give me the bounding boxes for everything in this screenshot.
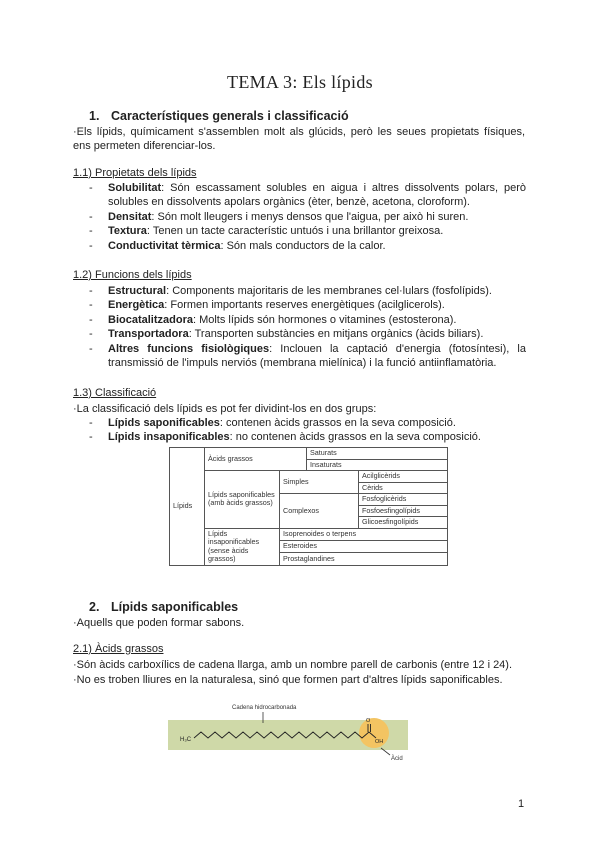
table-cell: Àcids grassos xyxy=(205,448,307,471)
section-1-heading xyxy=(89,109,349,123)
methyl-label: H₃C xyxy=(180,737,192,743)
table-cell: Prostaglandines xyxy=(280,553,448,565)
document-title: TEMA 3: Els lípids xyxy=(227,72,373,92)
properties-list xyxy=(89,181,526,253)
section-1-intro: ·Els lípids, químicament s'assemblen molt als glúcids, però les seues propietats físiques, ens permeten diferenciar-los. xyxy=(73,126,525,152)
list-item: - Lípids insaponificables: no contenen àcids grassos en la seva composició. xyxy=(89,431,481,444)
functions-list xyxy=(89,284,526,370)
list-item: - Solubilitat: Són escassament solubles en aigua i altres dissolvents polars, però solubles en dissolvents apolars orgànics (èter, benzè, acetona, cloroform). xyxy=(89,182,526,209)
subsection-1-3-heading: 1.3) Classificació xyxy=(73,387,157,399)
table-cell: Acilglicèrids xyxy=(359,471,448,483)
table-cell: Complexos xyxy=(280,494,359,529)
list-item: - Lípids saponificables: contenen àcids grassos en la seva composició. xyxy=(89,417,456,429)
table-cell: Cèrids xyxy=(359,482,448,494)
page-number: 1 xyxy=(518,798,525,810)
list-item: - Energètica: Formen importants reserves energètiques (acilglicerols). xyxy=(89,299,445,312)
list-item: - Transportadora: Transporten substàncies en mitjans orgànics (àcids biliars). xyxy=(89,328,484,341)
list-item: - Estructural: Components majoritaris de les membranes cel·lulars (fosfolípids). xyxy=(89,285,492,297)
carboxyl-group-highlight xyxy=(359,718,389,748)
section-2-intro: ·Aquells que poden formar sabons. xyxy=(73,617,245,629)
list-item: - Biocatalitzadora: Molts lípids són hormones o vitamines (estosterona). xyxy=(89,313,457,326)
table-cell: Lípids saponificables (amb àcids grassos) xyxy=(205,471,280,529)
table-cell: Glicoesfingolípids xyxy=(359,517,448,529)
table-cell: Lípids xyxy=(170,448,205,566)
list-item: - Densitat: Són molt lleugers i menys densos que l'aigua, per això hi suren. xyxy=(89,210,469,223)
section-2-number: 2. xyxy=(89,600,100,614)
subsection-2-1-heading: 2.1) Àcids grassos xyxy=(73,643,164,655)
classification-intro: ·La classificació dels lípids es pot fer dividint-los en dos grups: xyxy=(73,403,377,415)
table-cell: Fosfoesfingolípids xyxy=(359,505,448,517)
table-cell: Simples xyxy=(280,471,359,494)
section-2-heading xyxy=(89,600,238,614)
fatty-acid-diagram xyxy=(168,698,430,764)
fatty-acids-line-2: ·No es troben lliures en la naturalesa, sinó que formen part d'altres lípids saponificables. xyxy=(73,674,503,686)
list-item: - Altres funcions fisiològiques: Inclouen la captació d'energia (fotosíntesi), la transmissió de l'impuls nerviós (membrana mielínica) i la funció antiinflamatòria. xyxy=(89,342,526,370)
list-item: - Conductivitat tèrmica: Són mals conductors de la calor. xyxy=(89,239,386,252)
table-cell: Insaturats xyxy=(307,459,448,471)
table-cell: Lípids insaponificables (sense àcids grassos) xyxy=(205,528,280,565)
acid-label: Àcid xyxy=(391,756,403,762)
chain-label: Cadena hidrocarbonada xyxy=(232,705,297,711)
table-cell: Esteroides xyxy=(280,540,448,552)
oxygen-label: O xyxy=(366,718,371,724)
table-cell: Saturats xyxy=(307,448,448,460)
table-cell: Isoprenoides o terpens xyxy=(280,528,448,540)
section-2-title: Lípids saponificables xyxy=(111,600,239,614)
fatty-acids-line-1: ·Són àcids carboxílics de cadena llarga, amb un nombre parell de carbonis (entre 12 i 24). xyxy=(73,659,513,671)
subsection-1-1-heading: 1.1) Propietats dels lípids xyxy=(73,167,197,179)
section-1-number: 1. xyxy=(89,109,100,123)
classification-list xyxy=(89,416,526,445)
subsection-1-2-heading: 1.2) Funcions dels lípids xyxy=(73,269,192,281)
section-1-title: Característiques generals i classificació xyxy=(111,109,349,123)
lipid-classification-table xyxy=(169,447,448,566)
hydroxyl-label: OH xyxy=(375,739,384,745)
list-item: - Textura: Tenen un tacte característic untuós i una brillantor greixosa. xyxy=(89,225,444,238)
table-cell: Fosfoglicèrids xyxy=(359,494,448,506)
